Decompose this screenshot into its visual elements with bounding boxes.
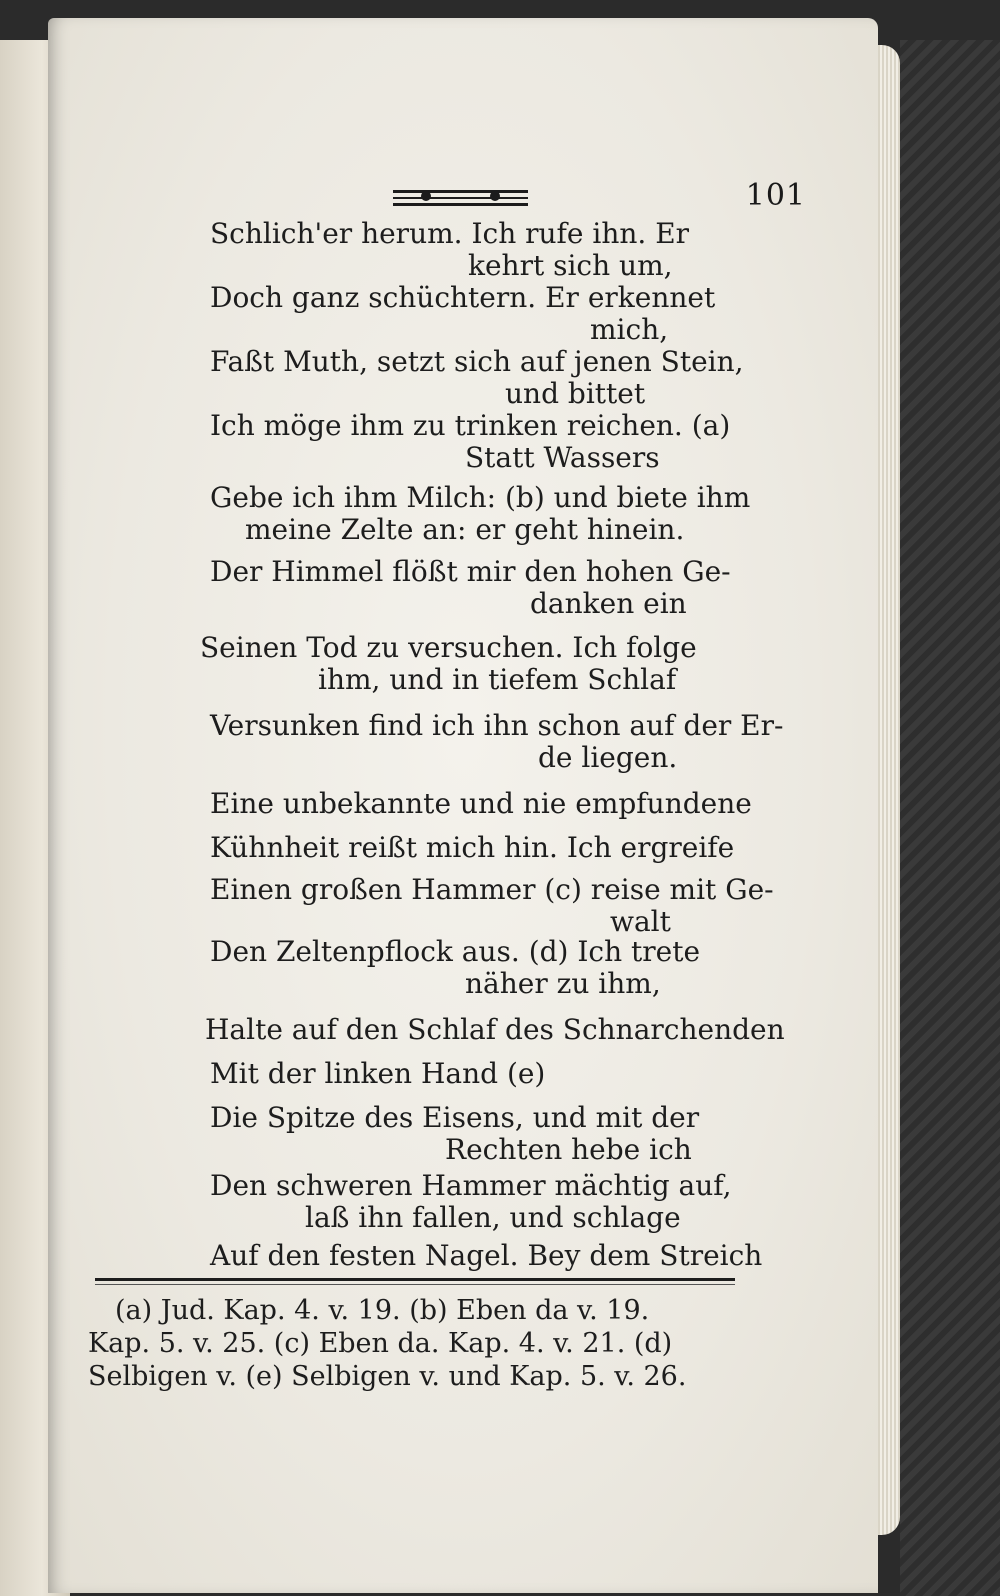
- text-line: kehrt sich um,: [468, 249, 673, 282]
- text-line: Faßt Muth, setzt sich auf jenen Stein,: [210, 345, 744, 378]
- text-line: Rechten hebe ich: [445, 1133, 692, 1166]
- text-line: Einen großen Hammer (c) reise mit Ge-: [210, 873, 774, 906]
- text-line: und bittet: [505, 377, 646, 410]
- footnote-line: Selbigen v. (e) Selbigen v. und Kap. 5. v. 26.: [88, 1361, 687, 1392]
- text-line: Den Zeltenpflock aus. (d) Ich trete: [210, 935, 701, 968]
- text-line: walt: [610, 905, 671, 938]
- footnote-rule-thin: [95, 1284, 735, 1285]
- text-line: Eine unbekannte und nie empfundene: [210, 787, 752, 820]
- text-line: Mit der linken Hand (e): [210, 1057, 546, 1090]
- footnote-line: (a) Jud. Kap. 4. v. 19. (b) Eben da v. 19.: [115, 1295, 650, 1326]
- text-line: Schlich'er herum. Ich rufe ihn. Er: [210, 217, 690, 250]
- footnote-rule: [95, 1278, 735, 1281]
- header-ornament: [393, 188, 528, 208]
- text-line: näher zu ihm,: [465, 967, 661, 1000]
- text-line: Den schweren Hammer mächtig auf,: [210, 1169, 732, 1202]
- page-number: 101: [745, 178, 806, 213]
- text-line: ihm, und in tiefem Schlaf: [318, 663, 677, 696]
- text-line: Ich möge ihm zu trinken reichen. (a): [210, 409, 731, 442]
- text-line: Kühnheit reißt mich hin. Ich ergreife: [210, 831, 735, 864]
- text-line: Statt Wassers: [465, 441, 660, 474]
- text-line: Der Himmel flößt mir den hohen Ge-: [210, 555, 731, 588]
- text-line: Seinen Tod zu versuchen. Ich folge: [200, 631, 697, 664]
- text-line: meine Zelte an: er geht hinein.: [245, 513, 685, 546]
- text-line: Die Spitze des Eisens, und mit der: [210, 1101, 700, 1134]
- text-line: Halte auf den Schlaf des Schnarchenden: [205, 1013, 785, 1046]
- text-line: Versunken find ich ihn schon auf der Er-: [210, 709, 784, 742]
- text-line: mich,: [590, 313, 669, 346]
- text-line: Gebe ich ihm Milch: (b) und biete ihm: [210, 481, 751, 514]
- text-line: laß ihn fallen, und schlage: [305, 1201, 681, 1234]
- text-line: Doch ganz schüchtern. Er erkennet: [210, 281, 716, 314]
- footnote-line: Kap. 5. v. 25. (c) Eben da. Kap. 4. v. 21. (d): [88, 1328, 673, 1359]
- text-line: Auf den festen Nagel. Bey dem Streich: [210, 1239, 763, 1272]
- text-line: de liegen.: [538, 741, 678, 774]
- text-line: danken ein: [530, 587, 687, 620]
- book-cover-edge: [900, 40, 1000, 1596]
